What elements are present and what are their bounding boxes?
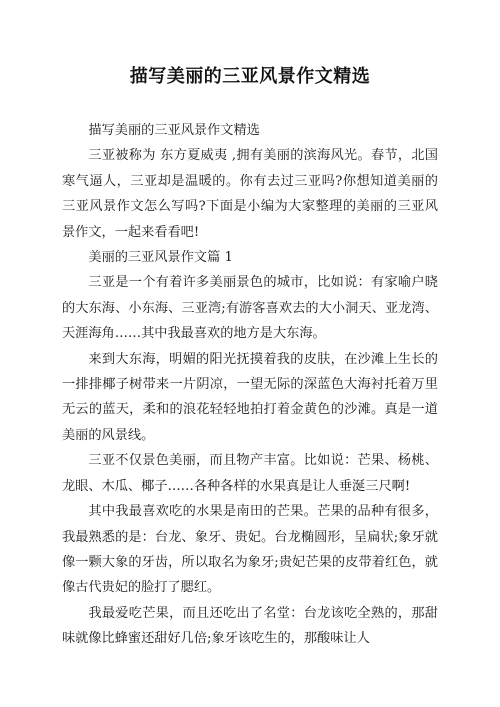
body-paragraph: 其中我最喜欢吃的水果是南田的芒果。芒果的品种有很多，我最熟悉的是：台龙、象牙、贵妃。台龙椭圆形，呈扁状;象牙就像一颗大象的牙齿，所以取名为象牙;贵妃芒果的皮带着红色，就像古代贵妃的脸打了腮红。 — [62, 504, 438, 596]
intro-paragraph: 三亚被称为 东方夏威夷 ,拥有美丽的滨海风光。春节，北国寒气逼人，三亚却是温暖的。你有去过三亚吗?你想知道美丽的三亚风景作文怎么写吗?下面是小编为大家整理的美丽的三亚风景作文，一起来看看吧! — [62, 148, 438, 240]
body-paragraph: 三亚不仅景色美丽，而且物产丰富。比如说：芒果、杨桃、龙眼、木瓜、椰子……各种各样的水果真是让人垂涎三尺啊! — [62, 453, 438, 494]
body-paragraph: 来到大东海，明媚的阳光抚摸着我的皮肤，在沙滩上生长的一排排椰子树带来一片阴凉，一望无际的深蓝色大海衬托着万里无云的蓝天，柔和的浪花轻轻地拍打着金黄色的沙滩。真是一道美丽的风景线。 — [62, 351, 438, 443]
document-title: 描写美丽的三亚风景作文精选 — [129, 66, 371, 87]
body-paragraph: 我最爱吃芒果，而且还吃出了名堂：台龙该吃全熟的，那甜味就像比蜂蜜还甜好几倍;象牙该吃生的，那酸味让人 — [62, 605, 438, 647]
essay-heading: 美丽的三亚风景作文篇 1 — [88, 250, 233, 266]
intro-heading: 描写美丽的三亚风景作文精选 — [88, 123, 260, 138]
body-paragraph: 三亚是一个有着许多美丽景色的城市，比如说：有家喻户晓的大东海、小东海、三亚湾;有游客喜欢去的大小洞天、亚龙湾、天涯海角……其中我最喜欢的地方是大东海。 — [62, 275, 438, 342]
document-body — [62, 118, 438, 652]
